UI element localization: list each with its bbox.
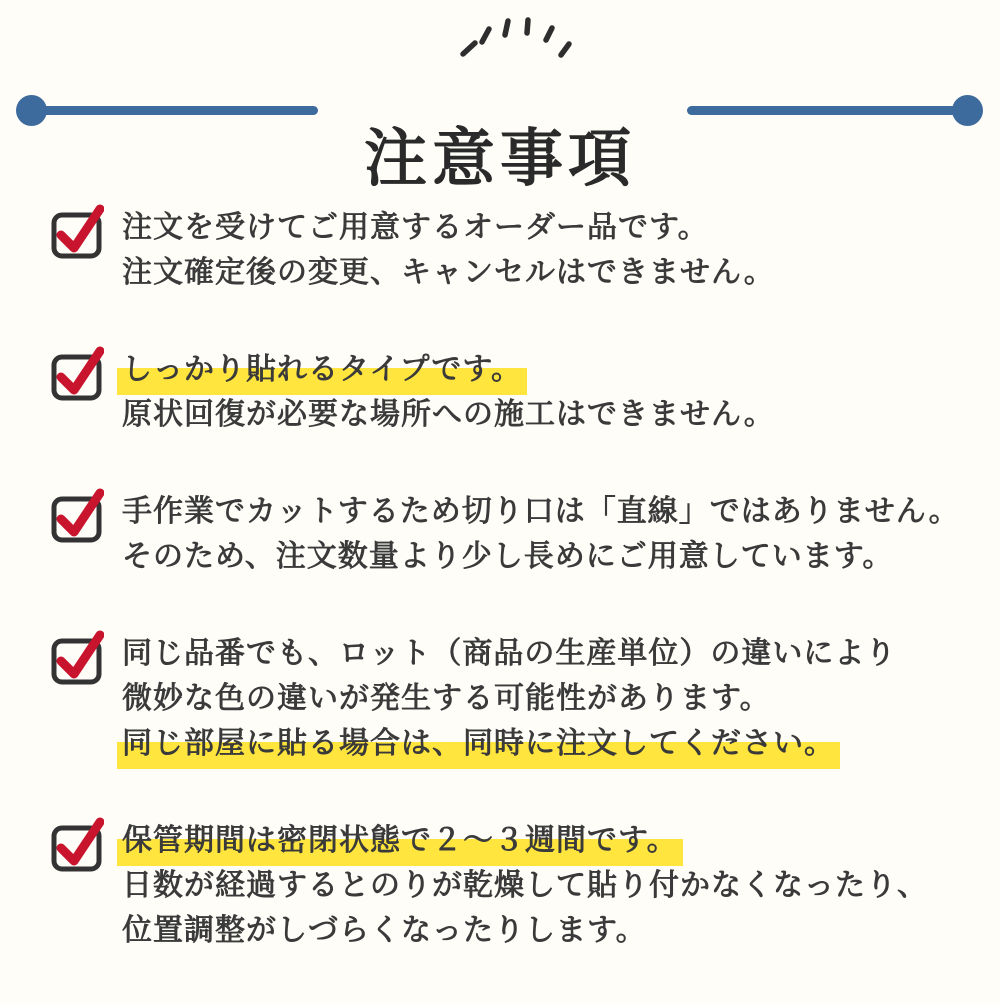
item-text [122, 489, 960, 579]
notice-item [50, 205, 970, 295]
line-text: 位置調整がしづらくなったりします。 [122, 914, 647, 947]
page-title: 注意事項 [364, 124, 636, 195]
notice-item [50, 631, 970, 766]
notice-item [50, 347, 970, 437]
line-text: そのため、注文数量より少し長めにご用意しています。 [122, 540, 894, 573]
item-text [122, 818, 928, 953]
item-line [122, 205, 775, 250]
notice-header [0, 0, 1000, 200]
highlighted-text: 保管期間は密閉状態で２～３週間です。 [122, 818, 678, 863]
checked-checkbox-icon [50, 343, 104, 401]
line-text: 注文を受けてご用意するオーダー品です。 [122, 211, 709, 244]
item-line [122, 250, 775, 295]
checked-checkbox-icon [50, 627, 104, 685]
notice-item [50, 489, 970, 579]
item-line [122, 489, 960, 534]
item-text [122, 347, 775, 437]
sparkle-burst-icon [438, 10, 578, 68]
checked-checkbox-icon [50, 201, 104, 259]
item-line [122, 347, 775, 392]
item-line [122, 863, 928, 908]
notice-item [50, 818, 970, 953]
divider-dot-right [952, 95, 983, 126]
item-line [122, 721, 896, 766]
line-text: 同じ品番でも、ロット（商品の生産単位）の違いにより [122, 637, 897, 670]
item-text [122, 631, 896, 766]
highlighted-text: 同じ部屋に貼る場合は、同時に注文してください。 [122, 721, 835, 766]
item-text [122, 205, 775, 295]
checked-checkbox-icon [50, 485, 104, 543]
divider-line-right [687, 106, 963, 115]
item-line [122, 676, 896, 721]
line-text: 手作業でカットするため切り口は「直線」ではありません。 [122, 495, 960, 528]
line-text: 注文確定後の変更、キャンセルはできません。 [122, 256, 775, 289]
item-line [122, 392, 775, 437]
item-line [122, 908, 928, 953]
line-text: 原状回復が必要な場所への施工はできません。 [122, 398, 775, 431]
notice-list [50, 205, 970, 1005]
checked-checkbox-icon [50, 814, 104, 872]
highlighted-text: しっかり貼れるタイプです。 [122, 347, 522, 392]
item-line [122, 818, 928, 863]
item-line [122, 534, 960, 579]
item-line [122, 631, 896, 676]
line-text: 微妙な色の違いが発生する可能性があります。 [122, 682, 771, 715]
line-text: 日数が経過するとのりが乾燥して貼り付かなくなったり、 [122, 869, 928, 902]
